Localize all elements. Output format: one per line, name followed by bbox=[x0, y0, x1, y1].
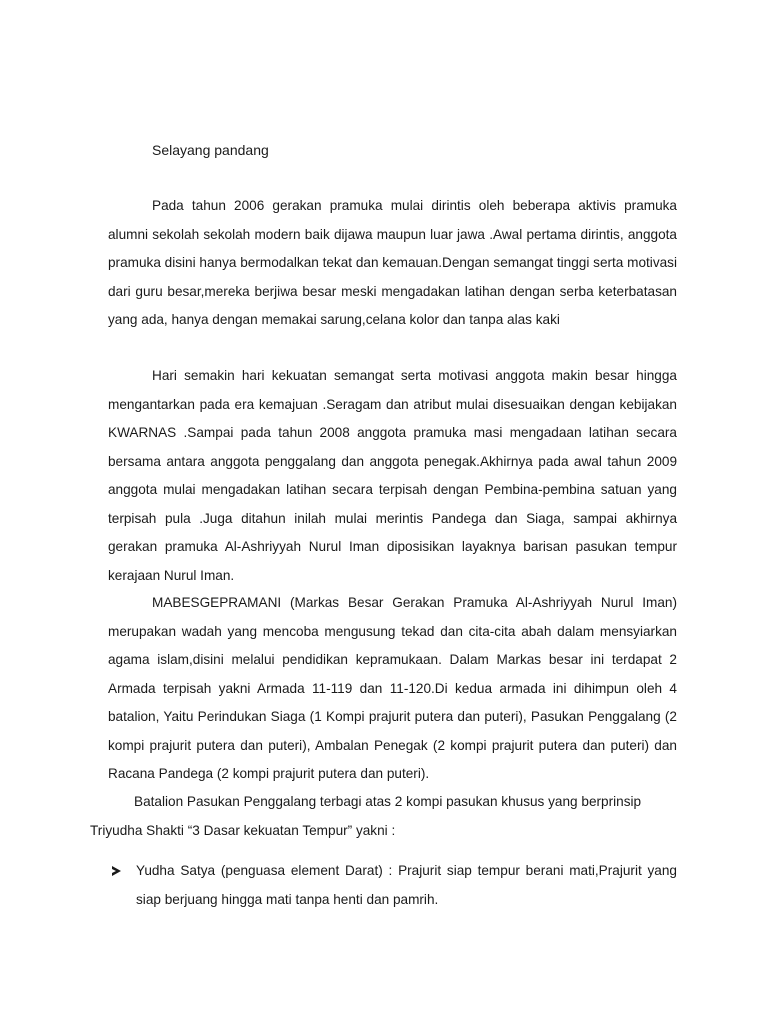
paragraph-progress: Hari semakin hari kekuatan semangat serta motivasi anggota makin besar hingga mengantarkan pada era kemajuan .Seragam dan atribut mulai disesuaikan dengan kebijakan KWARNAS .Sampai pada tahun 2008 anggota pramuka masi mengadaan latihan secara bersama antara anggota penggalang dan anggota penegak.Akhirnya pada awal tahun 2009 anggota mulai mengadakan latihan secara terpisah dengan Pembina-pembina satuan yang terpisah pula .Juga ditahun inilah mulai merintis Pandega dan Siaga, sampai akhirnya gerakan pramuka Al-Ashriyyah Nurul Iman diposisikan layaknya barisan pasukan tempur kerajaan Nurul Iman. bbox=[108, 368, 677, 583]
paragraph-mabesgepramani: MABESGEPRAMANI (Markas Besar Gerakan Pramuka Al-Ashriyyah Nurul Iman) merupakan wadah yang mencoba mengusung tekad dan cita-cita abah dalam mensyiarkan agama islam,disini melalui pendidikan kepramukaan. Dalam Markas besar ini terdapat 2 Armada terpisah yakni Armada 11-119 dan 11-120.Di kedua armada ini dihimpun oleh 4 batalion, Yaitu Perindukan Siaga (1 Kompi prajurit putera dan puteri), Pasukan Penggalang (2 kompi prajurit putera dan puteri), Ambalan Penegak (2 kompi prajurit putera dan puteri) dan Racana Pandega (2 kompi prajurit putera dan puteri). bbox=[108, 595, 677, 781]
section-heading: Selayang pandang bbox=[152, 142, 269, 158]
principles-list bbox=[108, 857, 677, 914]
paragraph-history: Pada tahun 2006 gerakan pramuka mulai dirintis oleh beberapa aktivis pramuka alumni sekolah sekolah modern baik dijawa maupun luar jawa .Awal pertama dirintis, anggota pramuka disini hanya bermodalkan tekat dan kemauan.Dengan semangat tinggi serta motivasi dari guru besar,mereka berjiwa besar meski mengadakan latihan dengan serba keterbatasan yang ada, hanya dengan memakai sarung,celana kolor dan tanpa alas kaki bbox=[108, 198, 677, 327]
paragraph-battalion: Batalion Pasukan Penggalang terbagi atas 2 kompi pasukan khusus yang berprinsip Triyudha Shakti “3 Dasar kekuatan Tempur” yakni : bbox=[90, 794, 642, 838]
list-item-text: Yudha Satya (penguasa element Darat) : Prajurit siap tempur berani mati,Prajurit yang siap berjuang hingga mati tanpa henti dan pamrih. bbox=[136, 863, 677, 907]
arrow-bullet-icon bbox=[112, 866, 121, 876]
list-item bbox=[108, 857, 677, 914]
